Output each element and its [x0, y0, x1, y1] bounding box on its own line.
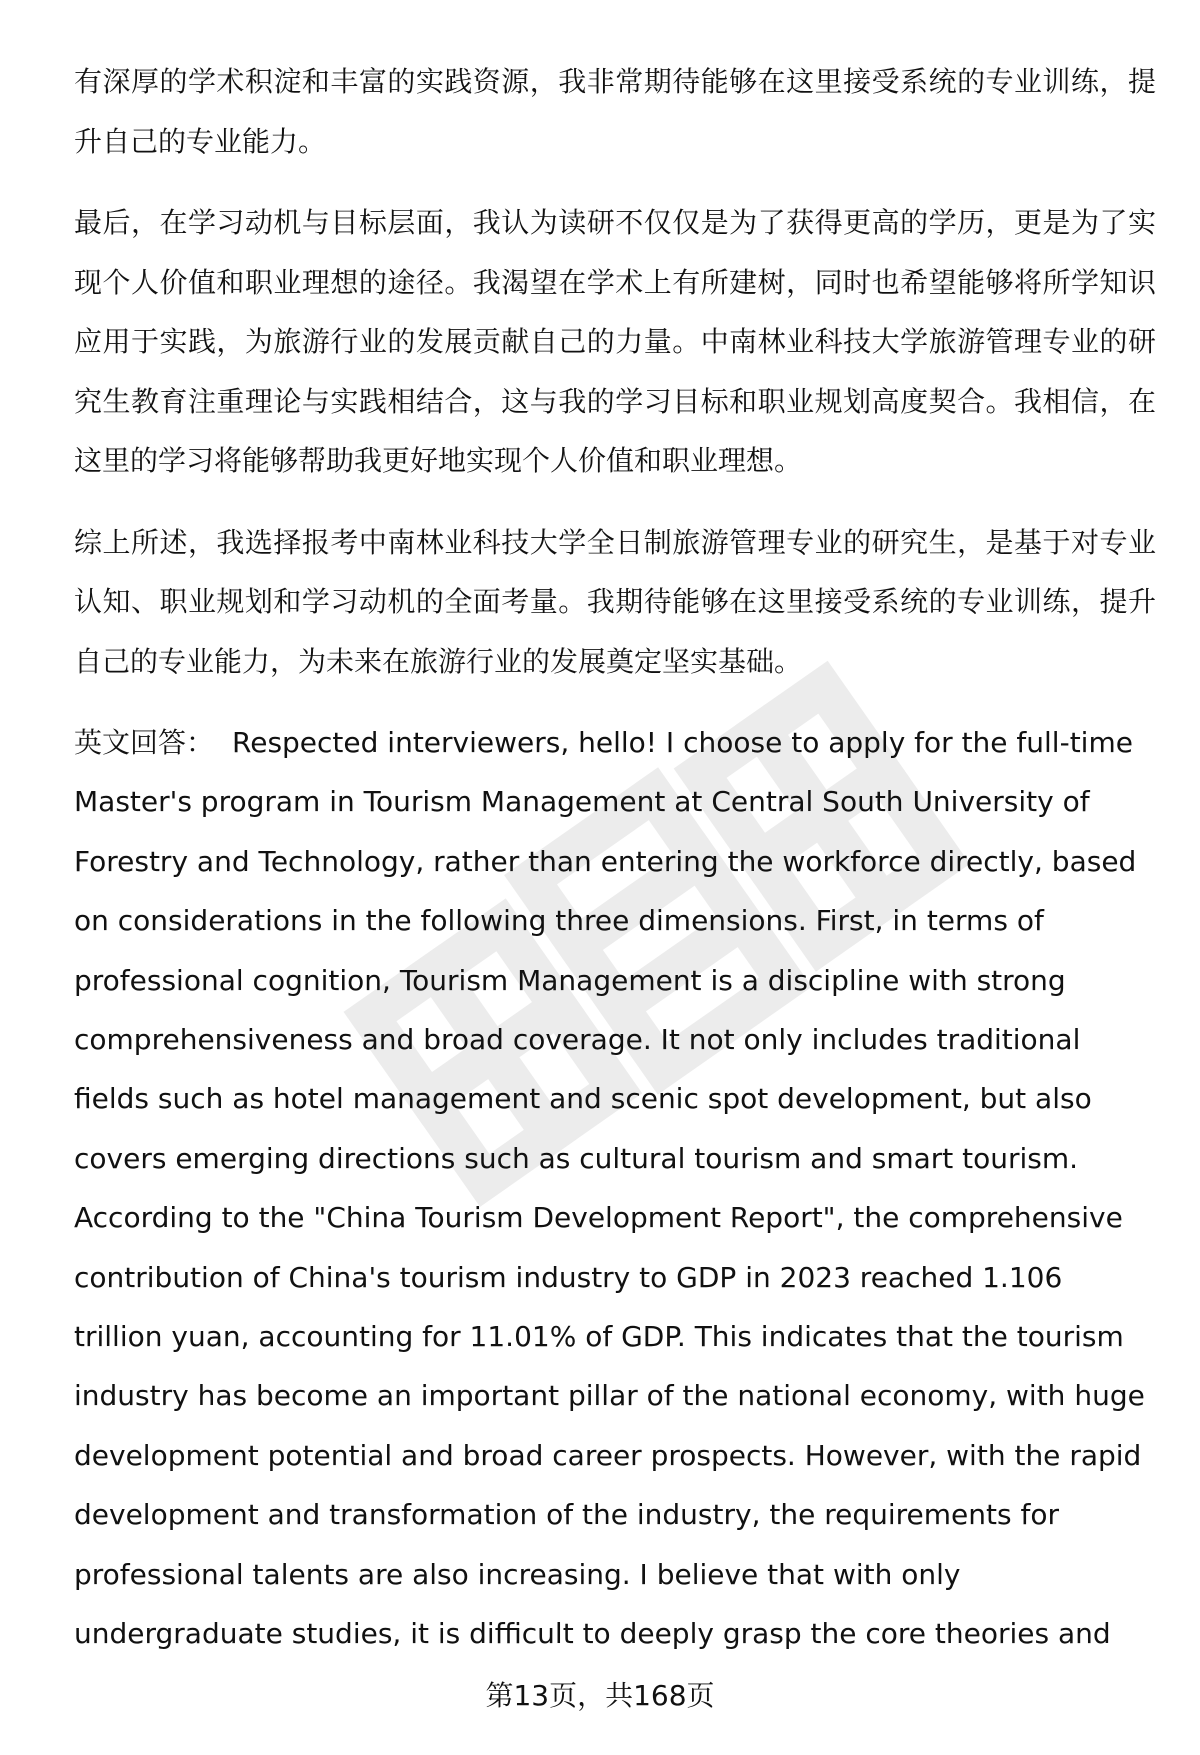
paragraph-cn-2: 最后，在学习动机与目标层面，我认为读研不仅仅是为了获得更高的学历，更是为了实现个人价值和职业理想的途径。我渴望在学术上有所建树，同时也希望能够将所学知识应用于实践，为旅游行业的发展贡献自己的力量。中南林业科技大学旅游管理专业的研究生教育注重理论与实践相结合，这与我的学习目标和职业规划高度契合。我相信，在这里的学习将能够帮助我更好地实现个人价值和职业理想。: [74, 206, 1156, 477]
page-footer: 第13页，共168页: [485, 1679, 715, 1712]
paragraph-cn-3: 综上所述，我选择报考中南林业科技大学全日制旅游管理专业的研究生，是基于对专业认知、职业规划和学习动机的全面考量。我期待能够在这里接受系统的专业训练，提升自己的专业能力，为未来在旅游行业的发展奠定坚实基础。: [74, 525, 1156, 678]
paragraph-cn-1: 有深厚的学术积淀和丰富的实践资源，我非常期待能够在这里接受系统的专业训练，提升自己的专业能力。: [74, 65, 1156, 158]
english-answer-text: Respected interviewers, hello! I choose to apply for the full-time Master's program in Tourism Management at Central South University of Forestry and Technology, rather than entering the workforce directly, based on considerations in the following three dimensions. First, in terms of professional cognition, Tourism Management is a discipline with strong comprehensiveness and broad coverage. It not only includes traditional fields such as hotel management and scenic spot development, but also covers emerging directions such as cultural tourism and smart tourism. According to the "China Tourism Development Report", the comprehensive contribution of China's tourism industry to GDP in 2023 reached 1.106 trillion yuan, accounting for 11.01% of GDP. This indicates that the tourism industry has become an important pillar of the national economy, with huge development potential and broad career prospects. However, with the rapid development and transformation of the industry, the requirements for professional talents are also increasing. I believe that with only undergraduate studies, it is difficult to deeply grasp the core theories and: [74, 726, 1145, 1651]
english-answer-label: 英文回答：: [74, 726, 215, 759]
paragraph-english-answer: [74, 713, 1156, 1664]
document-body: [74, 52, 1156, 1686]
